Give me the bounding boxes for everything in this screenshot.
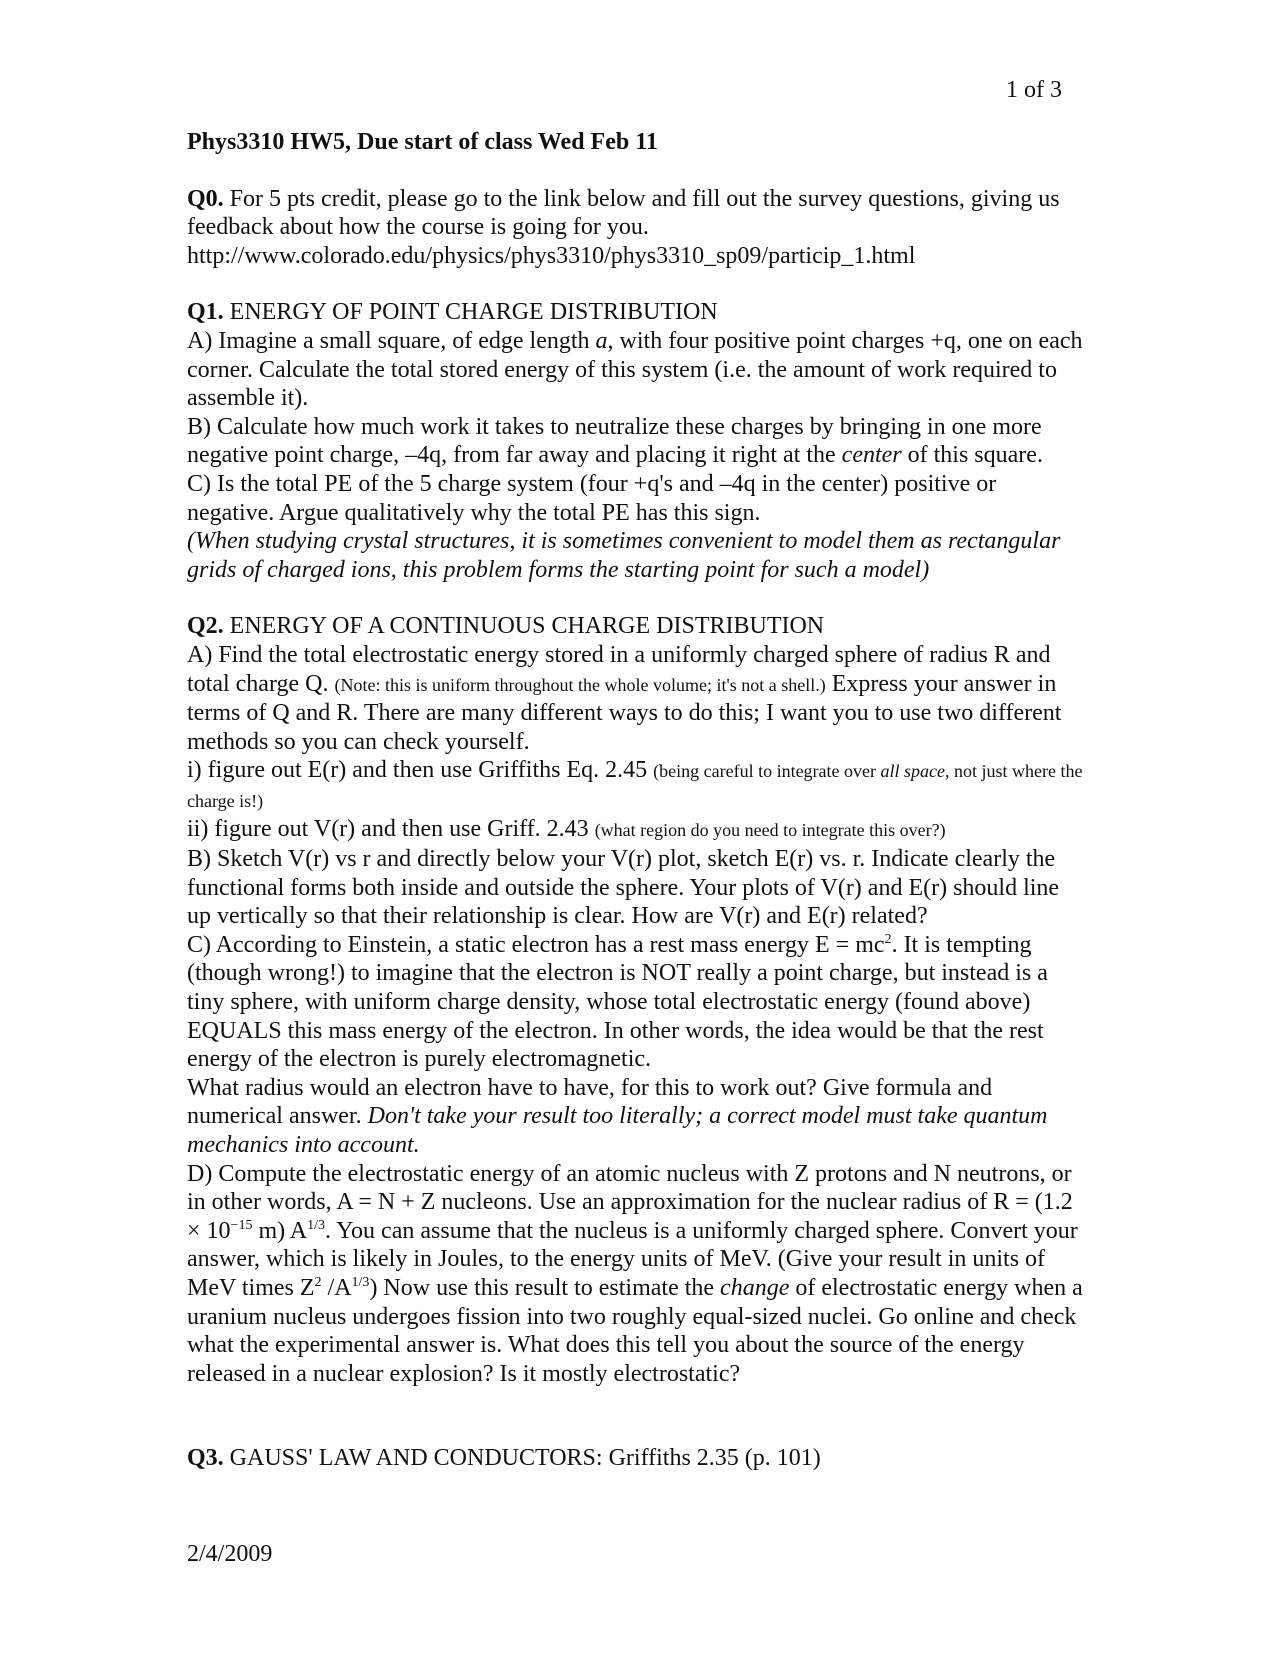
q2-d-superscript-1: −15 [230, 1217, 253, 1233]
page-title: Phys3310 HW5, Due start of class Wed Feb 11 [187, 129, 658, 155]
q2-ii-text: ii) figure out V(r) and then use Griff. 2.43 [187, 816, 595, 843]
q2-ii-note: (what region do you need to integrate this over?) [594, 820, 946, 841]
q1-a-variable: a [595, 327, 608, 354]
q2-label: Q2. [187, 613, 224, 640]
q3-label: Q3. [187, 1445, 224, 1472]
q2-d-superscript-4: 1/3 [351, 1274, 370, 1290]
q1-b-text-2: of this square. [901, 442, 1043, 469]
question-q1 [187, 298, 1087, 584]
q2-part-b: B) Sketch V(r) vs r and directly below your V(r) plot, sketch E(r) vs. r. Indicate clearly the functional forms both inside and outside the sphere. Your plots of V(r) and E(r) should line up vertically so that their relationship is clear. How are V(r) and E(r) related? [187, 846, 1060, 930]
survey-link[interactable]: http://www.colorado.edu/physics/phys3310/phys3310_sp09/particip_1.html [187, 242, 916, 269]
q2-heading: ENERGY OF A CONTINUOUS CHARGE DISTRIBUTION [223, 613, 825, 640]
q2-i-note-2: , not just where the charge is!) [187, 761, 1083, 811]
q2-d-text-1: D) Compute the electrostatic energy of an atomic nucleus with Z protons and N neutrons, or in other words, A = N + Z nucleons. Use an approximation for the nuclear radius of R = (1.2 × 10 [187, 1160, 1073, 1244]
q1-part-b [187, 413, 1087, 470]
q1-note [187, 527, 1087, 584]
q2-c-text-1: C) According to Einstein, a static electron has a rest mass energy E = mc [187, 931, 885, 958]
footer-date: 2/4/2009 [187, 1541, 273, 1567]
q2-d-text-3: . You can assume that the nucleus is a uniformly charged sphere. Convert your answer, which is likely in Joules, to the energy units of MeV. (Give your result in units of MeV times Z [187, 1217, 1078, 1301]
q1-part-a [187, 327, 1087, 413]
q2-part-d [187, 1160, 1087, 1389]
q2-d-text-5: ) Now use this result to estimate the [369, 1274, 721, 1301]
q2-d-emphasis: change [720, 1274, 790, 1301]
question-q2 [187, 612, 1087, 1388]
q2-c-superscript: 2 [884, 931, 892, 947]
q1-note-text: (When studying crystal structures, it is sometimes convenient to model them as rectangular grids of charged ions, this problem forms the starting point for such a model) [187, 528, 1061, 583]
q3-text: GAUSS' LAW AND CONDUCTORS: Griffiths 2.35 (p. 101) [223, 1445, 821, 1472]
q2-i-text: i) figure out E(r) and then use Griffiths Eq. 2.45 [187, 757, 654, 784]
question-q3 [187, 1444, 1087, 1473]
q2-a-note: (Note: this is uniform throughout the whole volume; it's not a shell.) [334, 674, 826, 695]
q2-part-c [187, 931, 1087, 1074]
q2-d-text-6: of electrostatic energy when a uranium nucleus undergoes fission into two roughly equal-sized nuclei. Go online and check what the experimental answer is. What does this tell you about the source of the energy released in a nuclear explosion? Is it mostly electrostatic? [187, 1274, 1083, 1387]
q2-part-a [187, 641, 1087, 756]
q2-c-emphasis: Don't take your result too literally; a correct model must take quantum mechanics into account. [187, 1103, 1048, 1158]
page-number: 1 of 3 [1006, 77, 1062, 103]
q2-a-text-1: A) Find the total electrostatic energy stored in a uniformly charged sphere of radius R and total charge Q. [187, 641, 1051, 697]
q0-text: For 5 pts credit, please go to the link below and fill out the survey questions, giving us feedback about how the course is going for you. [187, 185, 1060, 241]
q2-d-text-2: m) A [252, 1217, 308, 1244]
q2-i-note-1: (being careful to integrate over [653, 761, 881, 782]
document-body [187, 72, 1087, 1473]
q2-part-ii [187, 815, 1087, 845]
q2-d-text-4: /A [321, 1274, 352, 1301]
q2-d-superscript-3: 2 [314, 1274, 322, 1290]
q1-b-emphasis: center [841, 442, 902, 469]
q1-a-text-1: A) Imagine a small square, of edge length [187, 327, 596, 354]
q2-a-text-2: Express your answer in terms of Q and R. There are many different ways to do this; I want you to use two different methods so you can check yourself. [187, 670, 1062, 755]
q2-c-text-3: What radius would an electron have to have, for this to work out? Give formula and numerical answer. [187, 1074, 993, 1130]
q2-d-superscript-2: 1/3 [307, 1217, 326, 1233]
q0-label: Q0. [187, 185, 224, 212]
q1-b-text-1: B) Calculate how much work it takes to neutralize these charges by bringing in one more negative point charge, –4q, from far away and placing it right at the [187, 413, 1042, 469]
q2-i-note-emphasis: all space [880, 761, 946, 782]
q2-part-i [187, 756, 1087, 815]
q2-part-c-followup [187, 1074, 1087, 1160]
q2-c-text-2: . It is tempting (though wrong!) to imagine that the electron is NOT really a point charge, but instead is a tiny sphere, with uniform charge density, whose total electrostatic energy (found above) EQUALS this mass energy of the electron. In other words, the idea would be that the rest energy of the electron is purely electromagnetic. [187, 931, 1048, 1073]
q1-a-text-2: , with four positive point charges +q, one on each corner. Calculate the total stored energy of this system (i.e. the amount of work required to assemble it). [187, 327, 1083, 412]
question-q0 [187, 185, 1087, 271]
q1-label: Q1. [187, 299, 224, 326]
q1-heading: ENERGY OF POINT CHARGE DISTRIBUTION [223, 299, 718, 326]
q1-part-c: C) Is the total PE of the 5 charge system (four +q's and –4q in the center) positive or negative. Argue qualitatively why the total PE has this sign. [187, 470, 997, 526]
